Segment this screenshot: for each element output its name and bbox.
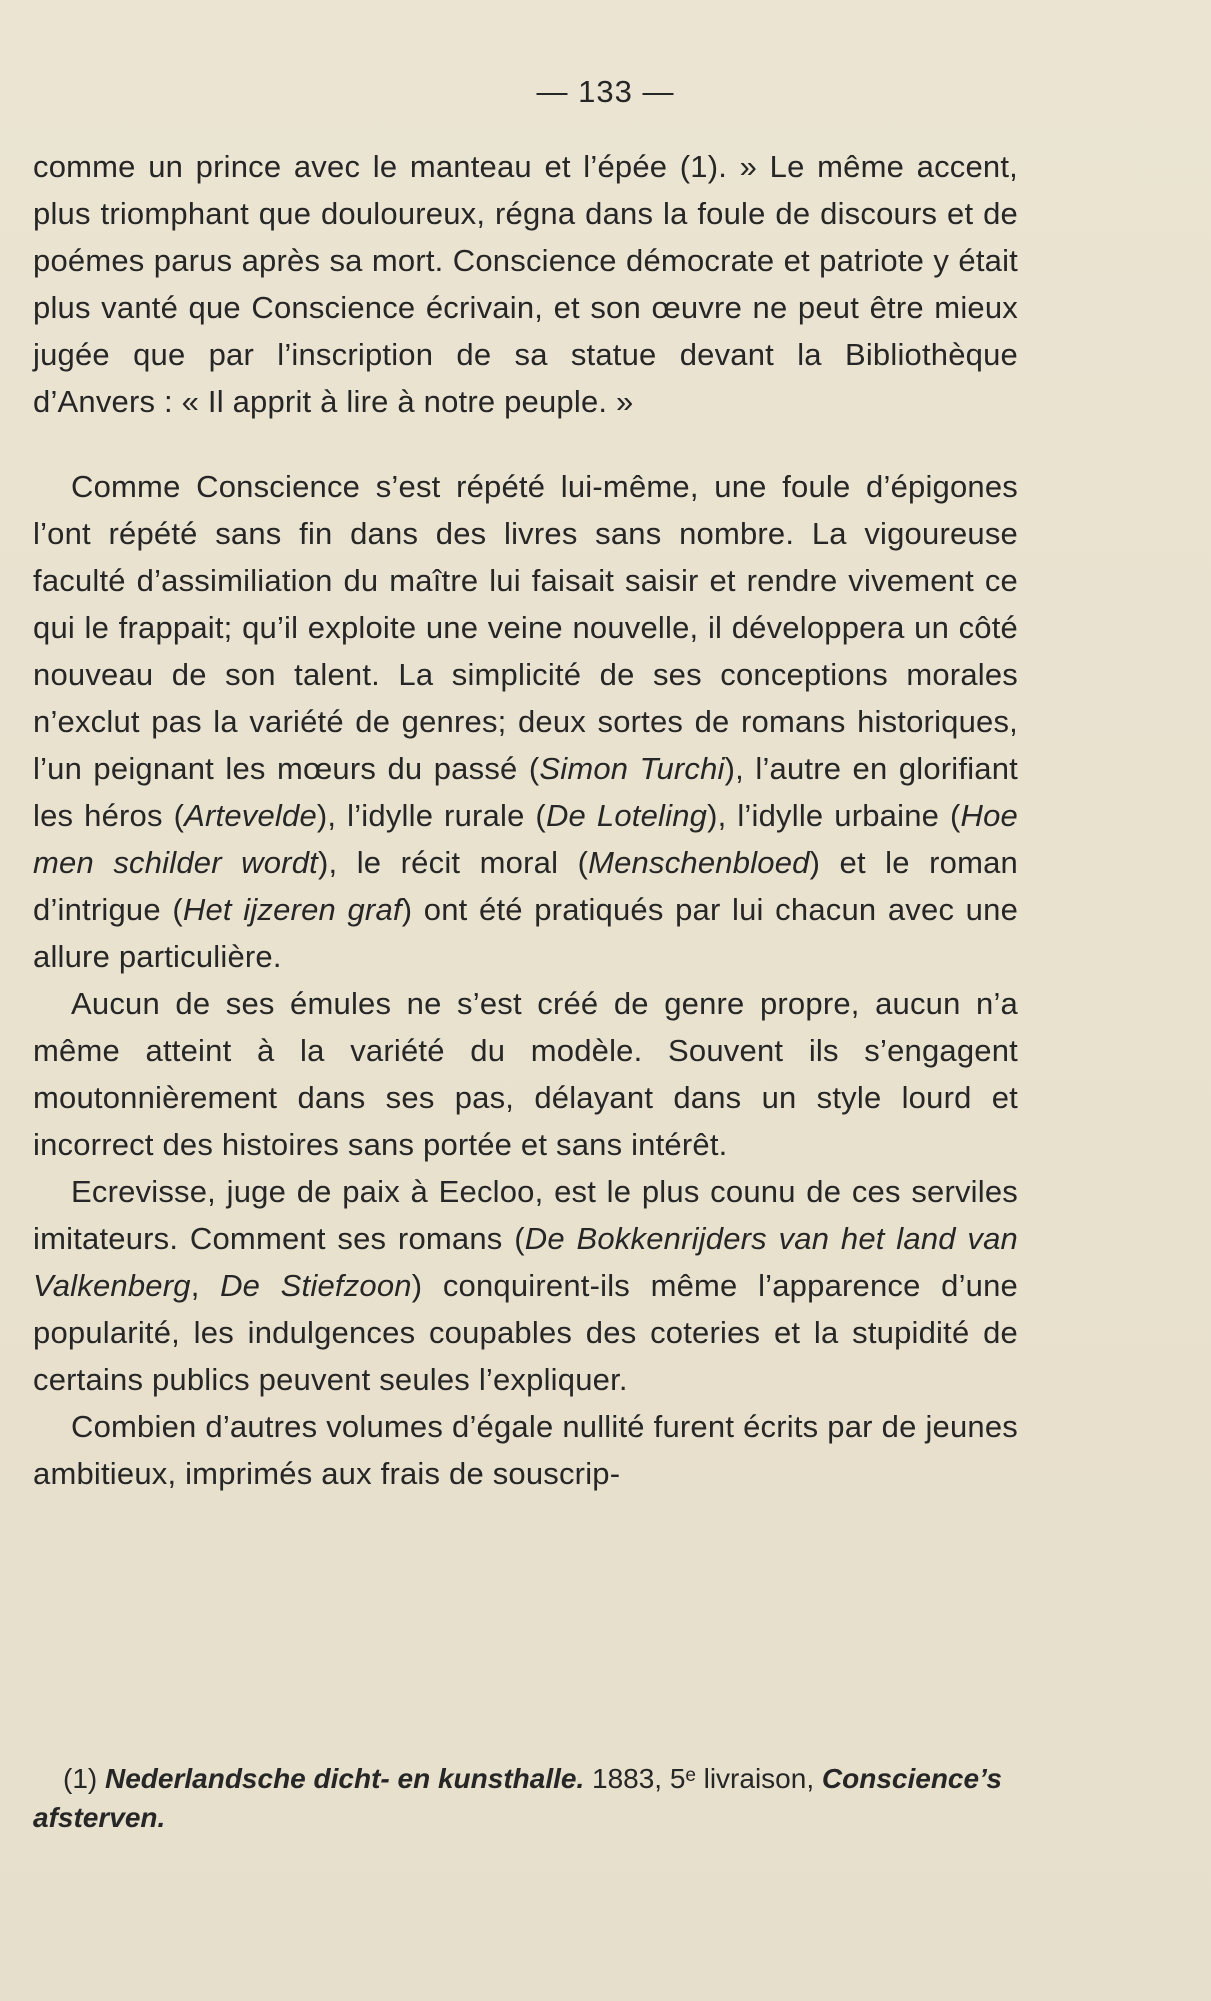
italic-title: Hoe men schilder wordt (33, 798, 1018, 880)
italic-title: Conscience’s afsterven. (33, 1763, 1002, 1833)
text-run: ), l’autre en glorifiant les héros ( (33, 751, 1018, 833)
text-run: Aucun de ses émules ne s’est créé de genre propre, aucun n’a même atteint à la variété du modèle. Souvent ils s’engagent moutonnièrement dans ses pas, délayant dans un style lourd et incorrect des histoires sans portée et sans intérêt. (33, 986, 1018, 1162)
text-run: (1) (63, 1763, 105, 1794)
italic-title: De Stiefzoon (220, 1268, 412, 1303)
text-run: 1883, 5ᵉ livraison, (584, 1763, 822, 1794)
italic-title: De Loteling (545, 798, 708, 833)
text-run: Ecrevisse, juge de paix à Eecloo, est le plus counu de ces serviles imitateurs. Comment ses romans ( (33, 1174, 1018, 1256)
paragraph-1 (33, 143, 1018, 425)
text-run: ) conquirent-ils même l’apparence d’une popularité, les indulgences coupables des coteries et la stupidité de certains publics peuvent seules l’expliquer. (33, 1268, 1018, 1397)
text-run: , (190, 1268, 221, 1303)
paragraph-2 (33, 463, 1018, 980)
text-run: Comme Conscience s’est répété lui-même, une foule d’épigones l’ont répété sans fin dans des livres sans nombre. La vigoureuse faculté d’assimiliation du maître lui faisait saisir et rendre vivement ce qui le frappait; qu’il exploite une veine nouvelle, il développera un côté nouveau de son talent. La simplicité de ses conceptions morales n’exclut pas la variété de genres; deux sortes de romans historiques, l’un peignant les mœurs du passé ( (33, 469, 1018, 786)
text-run: ), l’idylle urbaine ( (707, 798, 961, 833)
text-run: ), l’idylle rurale ( (316, 798, 546, 833)
italic-title: Menschenbloed (588, 845, 810, 880)
italic-title: Nederlandsche dicht- en kunsthalle. (105, 1763, 585, 1794)
italic-title: De Bokkenrijders van het land van Valkenberg (33, 1221, 1018, 1303)
paragraph-4 (33, 1168, 1018, 1403)
text-run: ) ont été pratiqués par lui chacun avec une allure particulière. (33, 892, 1019, 974)
italic-title: Het ijzeren graf (182, 892, 402, 927)
text-run: ), le récit moral ( (317, 845, 589, 880)
footnotes (33, 1759, 1018, 1837)
italic-title: Simon Turchi (539, 751, 725, 786)
text-run: Combien d’autres volumes d’égale nullité furent écrits par de jeunes ambitieux, imprimés aux frais de souscrip- (33, 1409, 1018, 1491)
text-run: comme un prince avec le manteau et l’épée (1). » Le même accent, plus triomphant que douloureux, régna dans la foule de discours et de poémes parus après sa mort. Conscience démocrate et patriote y était plus vanté que Conscience écrivain, et son œuvre ne peut être mieux jugée que par l’inscription de sa statue devant la Bibliothèque d’Anvers : « Il apprit à lire à notre peuple. » (33, 149, 1018, 419)
body-text (33, 143, 1018, 1497)
paragraph-3 (33, 980, 1018, 1168)
page-number: — 133 — (536, 74, 675, 109)
italic-title: Artevelde (184, 798, 317, 833)
text-run: ) et le roman d’intrigue ( (33, 845, 1018, 927)
paragraph-5 (33, 1403, 1018, 1497)
footnote-1 (33, 1759, 1018, 1837)
